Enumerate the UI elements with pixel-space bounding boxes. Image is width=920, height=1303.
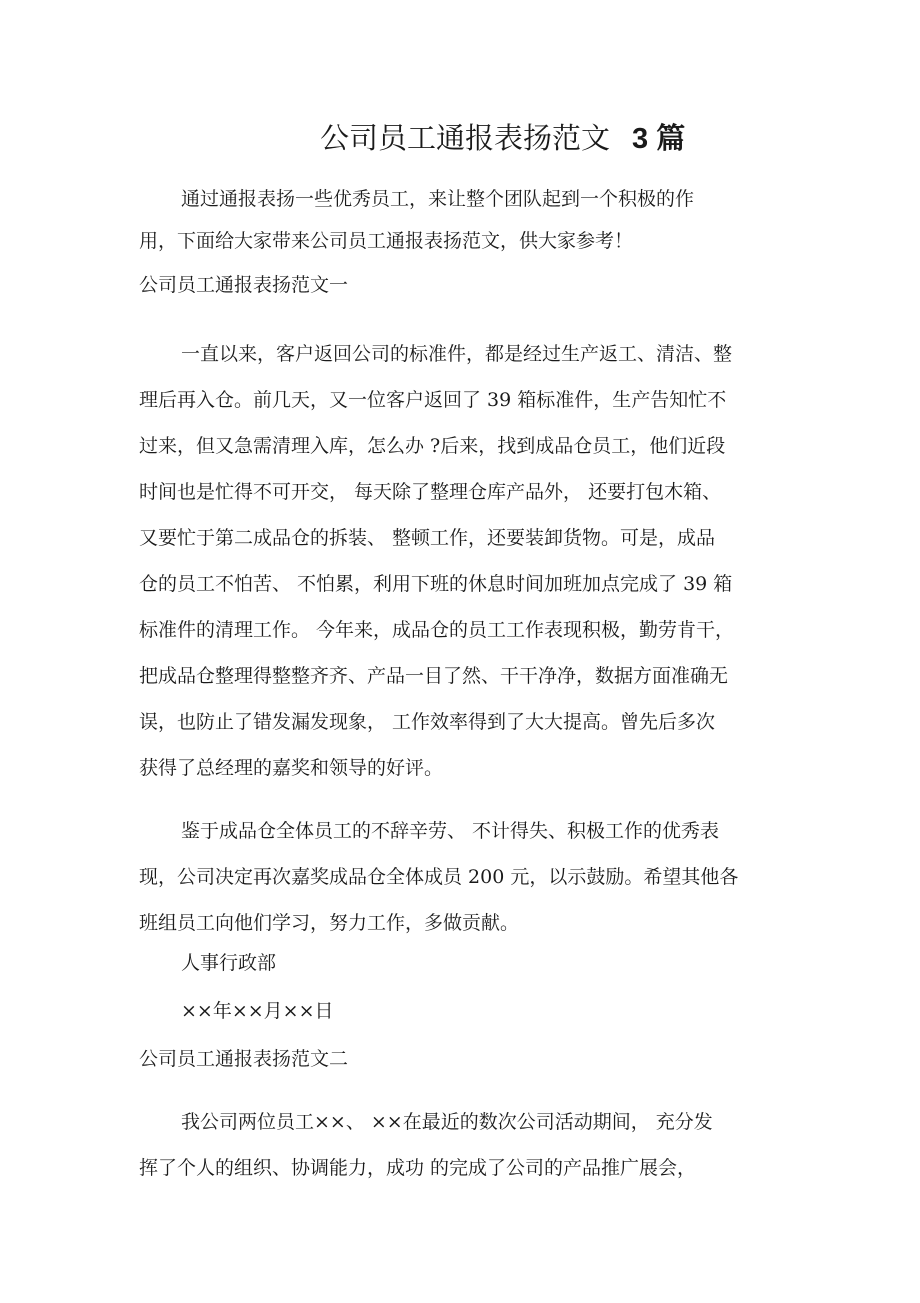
paragraph-line: 挥了个人的组织、协调能力，成功 的完成了公司的产品推广展会， (139, 1157, 697, 1179)
paragraph-line: 标准件的清理工作。 今年来，成品仓的员工工作表现积极，勤劳肯干， (139, 619, 735, 641)
paragraph-line: 现，公司决定再次嘉奖成品仓全体成员 200 元，以示鼓励。希望其他各 (139, 866, 739, 888)
section2-heading: 公司员工通报表扬范文二 (139, 1048, 349, 1070)
paragraph-line: 误，也防止了错发漏发现象， 工作效率得到了大大提高。曾先后多次 (139, 711, 716, 733)
paragraph-line: 时间也是忙得不可开交， 每天除了整理仓库产品外， 还要打包木箱、 (139, 481, 722, 503)
intro-paragraph (139, 178, 779, 262)
paragraph-line: 理后再入仓。前几天，又一位客户返回了 39 箱标准件，生产告知忙不 (139, 389, 727, 411)
paragraph-line: 班组员工向他们学习，努力工作，多做贡献。 (139, 912, 520, 934)
paragraph-2 (139, 808, 779, 946)
paragraph-1 (139, 331, 779, 791)
title-count: 3 篇 (632, 123, 686, 155)
paragraph-line: 过来，但又急需清理入库，怎么办 ?后来，找到成品仓员工，他们近段 (139, 435, 726, 457)
section1-heading: 公司员工通报表扬范文一 (139, 274, 349, 296)
paragraph-line: 获得了总经理的嘉奖和领导的好评。 (139, 757, 444, 779)
paragraph-line: 一直以来，客户返回公司的标准件，都是经过生产返工、清洁、整 (181, 343, 733, 365)
paragraph-line: 我公司两位员工××、 ××在最近的数次公司活动期间， 充分发 (181, 1111, 713, 1133)
paragraph-3 (139, 1099, 779, 1191)
paragraph-line: 仓的员工不怕苦、 不怕累，利用下班的休息时间加班加点完成了 39 箱 (139, 573, 733, 595)
document-title (320, 118, 740, 159)
paragraph-line: 又要忙于第二成品仓的拆装、 整顿工作，还要装卸货物。可是，成品 (139, 527, 716, 549)
department-signature: 人事行政部 (181, 952, 277, 974)
paragraph-line: 鉴于成品仓全体员工的不辞辛劳、 不计得失、积极工作的优秀表 (181, 820, 720, 842)
paragraph-line: 把成品仓整理得整整齐齐、产品一目了然、干干净净，数据方面准确无 (139, 665, 729, 687)
intro-line: 用，下面给大家带来公司员工通报表扬范文，供大家参考！ (139, 230, 634, 252)
intro-line: 通过通报表扬一些优秀员工，来让整个团队起到一个积极的作 (181, 188, 695, 210)
title-text: 公司员工通报表扬范文 (320, 121, 611, 155)
signature-date: ××年××月××日 (181, 1000, 334, 1022)
